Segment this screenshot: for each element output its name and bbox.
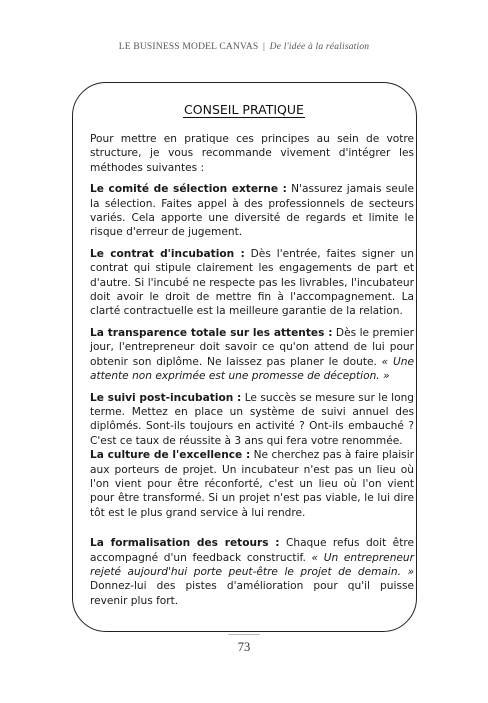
intro-paragraph: Pour mettre en pratique ces principes au sein de votre structure, je vous recommande vivement d'intégrer les méthodes suivantes : [90, 133, 414, 174]
tip-text: Chaque refus doit être accompagné d'un feedback constructif. [90, 537, 414, 564]
running-header [0, 42, 488, 52]
page-number: 73 [237, 640, 251, 654]
tip-heading: La transparence totale sur les attentes : [90, 326, 333, 339]
tip-heading: La formalisation des retours : [90, 537, 280, 550]
tip-item-transparency [90, 326, 414, 384]
tip-heading: La culture de l'excellence : [90, 449, 251, 462]
header-separator: | [262, 42, 266, 52]
tip-text: Ne cherchez pas à faire plaisir aux porteurs de projet. Un incubateur n'est pas un lieu où l'on vient pour être réconforté, c'est un lieu où l'on vient pour être transformé. Si un projet n'est pas viable, le lui dire tôt est le plus grand service à lui rendre. [90, 449, 414, 519]
tip-heading: Le suivi post-incubation : [90, 391, 242, 404]
tip-box-title [0, 102, 488, 117]
tip-text: Dès le premier jour, l'entrepreneur doit savoir ce qu'on attend de lui pour obtenir son diplôme. Ne laissez pas planer le doute. [90, 326, 414, 368]
tip-heading: Le contrat d'incubation : [90, 247, 245, 260]
book-subtitle: De l'idée à la réalisation [269, 42, 370, 52]
tip-text: Dès l'entrée, faites signer un contrat qui stipule clairement les engagements de part et d'autre. Si l'incubé ne respecte pas les livrables, l'incubateur doit avoir le droit de mettre fin à l'accompagnement. La clarté contractuelle est la meilleure garantie de la relation. [90, 247, 415, 318]
tip-quote: « Un entrepreneur rejeté aujourd'hui porte peut-être le projet de demain. » [90, 551, 415, 578]
book-title: LE BUSINESS MODEL CANVAS [118, 42, 259, 52]
tip-item-selection-committee [90, 182, 414, 240]
tip-item-incubation-contract [90, 247, 414, 319]
tip-text: Le succès se mesure sur le long terme. Mettez en place un système de suivi annuel des diplômés. Sont-ils toujours en activité ? Ont-ils embauché ? C'est ce taux de réussite à 3 ans qui fera votre renommée. [90, 391, 415, 447]
tip-heading: Le comité de sélection externe : [90, 183, 287, 196]
tip-quote: « Une attente non exprimée est une promesse de déception. » [90, 355, 414, 383]
tip-text: N'assurez jamais seule la sélection. Faites appel à des professionnels de secteurs variés. Cela apporte une diversité de regards et limite le risque d'erreur de jugement. [90, 183, 414, 239]
footer-rule [228, 634, 260, 635]
tip-item-post-incubation [90, 391, 414, 449]
tip-item-feedback [90, 536, 414, 608]
tip-box-content [90, 132, 414, 608]
tip-text-after: Donnez-lui des pistes d'amélioration pour qu'il puisse revenir plus fort. [90, 580, 414, 607]
tip-box-title-text: CONSEIL PRATIQUE [184, 102, 304, 117]
tip-item-excellence [90, 448, 414, 520]
